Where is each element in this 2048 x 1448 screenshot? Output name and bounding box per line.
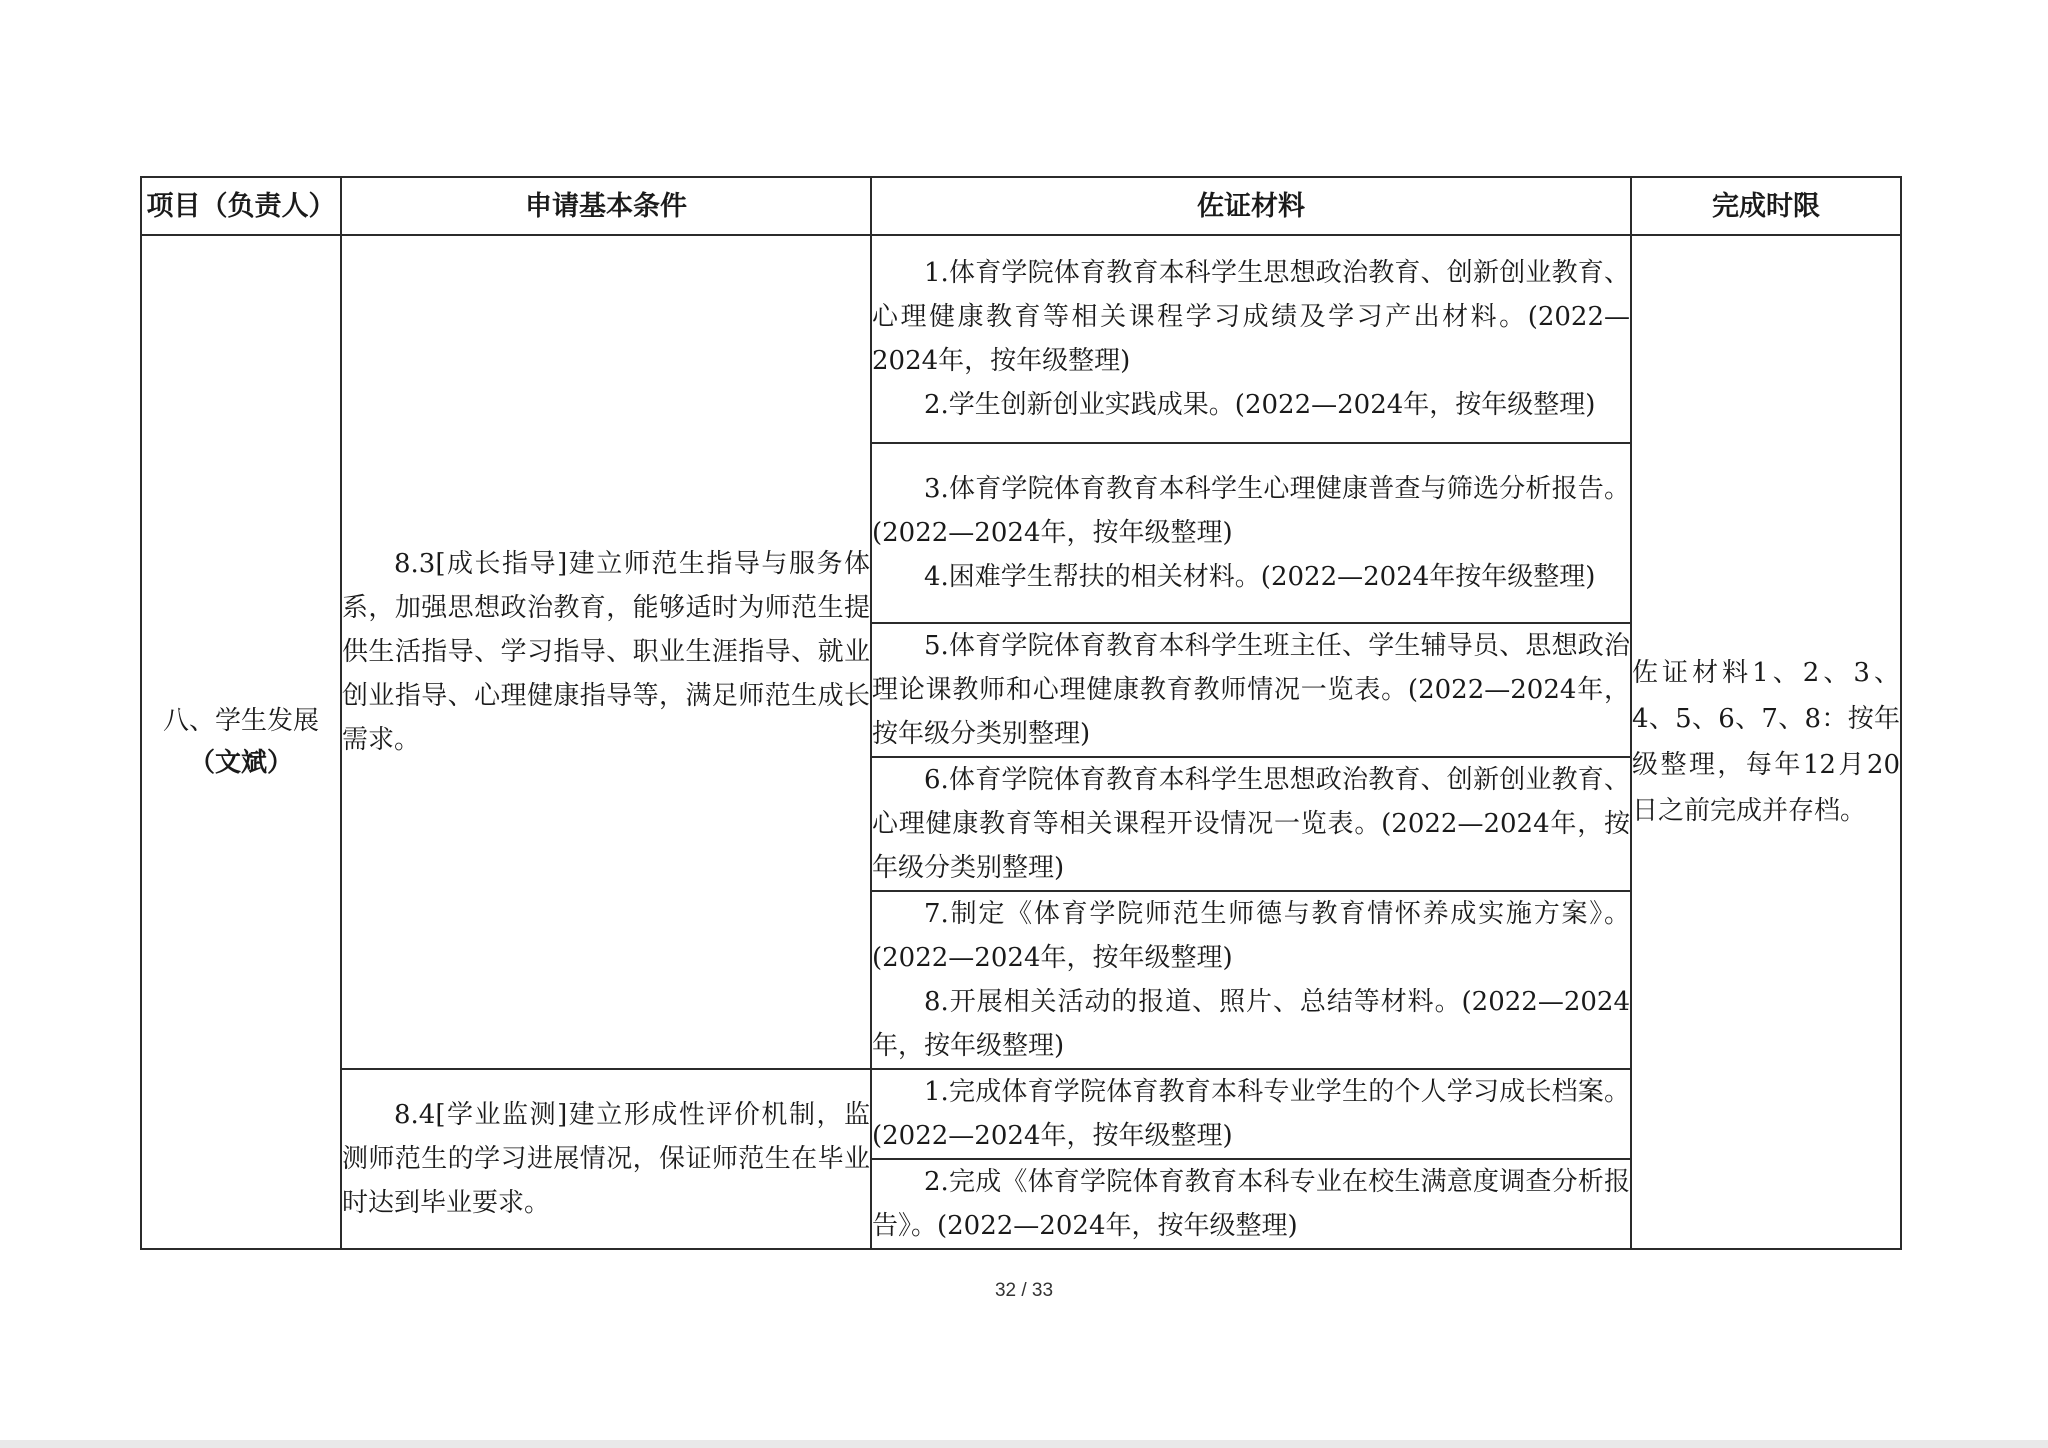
item-owner: （文斌） [188,748,293,778]
evidence-cell [871,443,1631,623]
item-cell [141,235,341,1249]
header-condition: 申请基本条件 [341,177,871,235]
evidence-item: 5.体育学院体育教育本科学生班主任、学生辅导员、思想政治理论课教师和心理健康教育教师情况一览表。(2022—2024年，按年级分类别整理) [872,631,1630,749]
evidence-item: 7.制定《体育学院师范生师德与教育情怀养成实施方案》。(2022—2024年，按年级整理) [872,899,1630,973]
requirements-table [140,176,1902,1250]
evidence-cell [871,623,1631,757]
evidence-item: 1.完成体育学院体育教育本科专业学生的个人学习成长档案。(2022—2024年，按年级整理) [872,1077,1630,1151]
header-item: 项目（负责人） [141,177,341,235]
condition-cell-8-3 [341,235,871,1069]
condition-text: 8.3[成长指导]建立师范生指导与服务体系，加强思想政治教育，能够适时为师范生提供生活指导、学习指导、职业生涯指导、就业创业指导、心理健康指导等，满足师范生成长需求。 [342,549,870,755]
evidence-item: 2.学生创新创业实践成果。(2022—2024年，按年级整理) [924,390,1596,420]
item-title: 八、学生发展 [162,706,319,736]
table-header-row [141,177,1901,235]
condition-text: 8.4[学业监测]建立形成性评价机制，监测师范生的学习进展情况，保证师范生在毕业时达到毕业要求。 [342,1100,870,1218]
evidence-item: 3.体育学院体育教育本科学生心理健康普查与筛选分析报告。(2022—2024年，按年级整理) [872,474,1630,548]
deadline-cell: 佐证材料1、2、3、4、5、6、7、8：按年级整理，每年12月20日之前完成并存档。 [1631,235,1901,1249]
evidence-cell [871,1069,1631,1159]
evidence-item: 6.体育学院体育教育本科学生思想政治教育、创新创业教育、心理健康教育等相关课程开设情况一览表。(2022—2024年，按年级分类别整理) [872,765,1630,883]
condition-cell-8-4 [341,1069,871,1249]
header-deadline: 完成时限 [1631,177,1901,235]
evidence-cell [871,891,1631,1069]
evidence-item: 2.完成《体育学院体育教育本科专业在校生满意度调查分析报告》。(2022—2024年，按年级整理) [872,1167,1630,1241]
evidence-cell [871,1159,1631,1249]
table-row [141,235,1901,443]
header-evidence: 佐证材料 [871,177,1631,235]
page-number: 32 / 33 [994,1280,1054,1301]
evidence-item: 4.困难学生帮扶的相关材料。(2022—2024年按年级整理) [924,562,1596,592]
evidence-cell [871,235,1631,443]
scan-edge [0,1440,2048,1448]
evidence-item: 8.开展相关活动的报道、照片、总结等材料。(2022—2024年，按年级整理) [872,987,1630,1061]
evidence-cell [871,757,1631,891]
evidence-item: 1.体育学院体育教育本科学生思想政治教育、创新创业教育、心理健康教育等相关课程学习成绩及学习产出材料。(2022—2024年，按年级整理) [872,258,1630,376]
